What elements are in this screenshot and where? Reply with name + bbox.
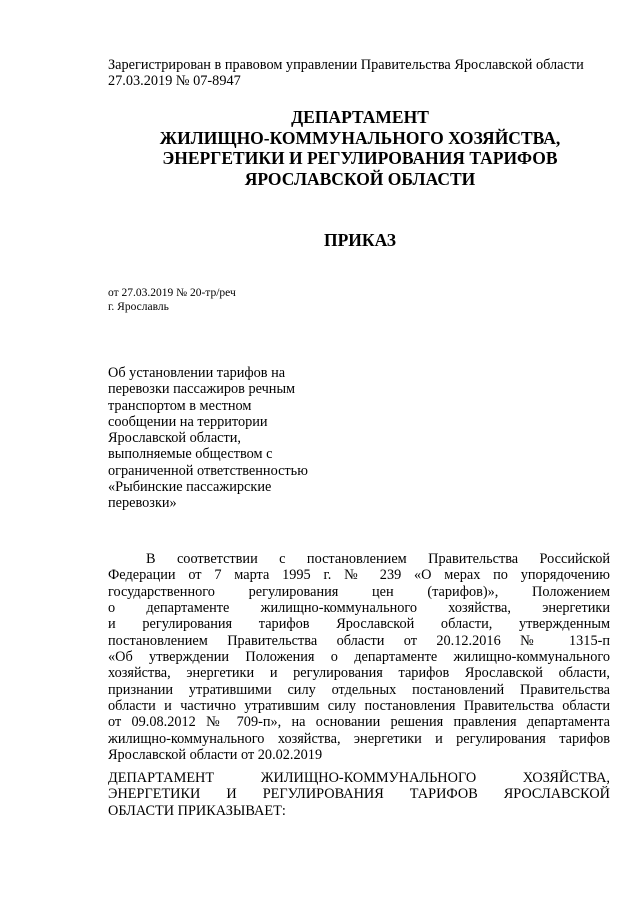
order-meta	[108, 286, 236, 314]
order-subject	[108, 365, 348, 512]
subject-line: Об установлении тарифов на	[108, 365, 286, 381]
body-line: Ярославской области от 20.02.2019	[108, 747, 323, 764]
registration-note	[108, 57, 618, 89]
resolution-statement	[108, 770, 610, 819]
registration-line: Зарегистрирован в правовом управлении Правительства Ярославской области	[108, 57, 584, 73]
header-line: ДЕПАРТАМЕНТ	[291, 107, 429, 127]
body-line: о департаменте жилищно-коммунального хозяйства, энергетики	[108, 600, 610, 617]
subject-line: транспортом в местном	[108, 397, 252, 414]
subject-line: «Рыбинские пассажирские	[108, 479, 272, 496]
body-line: «Об утверждении Положения о департаменте жилищно-коммунального	[108, 649, 610, 666]
subject-line: Ярославской области,	[108, 430, 241, 447]
subject-line: перевозки»	[108, 495, 177, 512]
resolve-line: ОБЛАСТИ ПРИКАЗЫВАЕТ:	[108, 802, 286, 819]
body-line: жилищно-коммунального хозяйства, энергетики и регулирования тарифов	[108, 730, 610, 747]
registration-number: 27.03.2019 № 07-8947	[108, 73, 241, 89]
body-line: и регулирования тарифов Ярославской области, утвержденным	[108, 616, 610, 633]
body-line: Федерации от 7 марта 1995 г. № 239 «О мерах по упорядочению	[108, 567, 610, 584]
order-date-number: от 27.03.2019 № 20-тр/реч	[108, 287, 236, 299]
body-line: от 09.08.2012 № 709-п», на основании решения правления департамента	[108, 714, 610, 731]
resolve-line: ЭНЕРГЕТИКИ И РЕГУЛИРОВАНИЯ ТАРИФОВ ЯРОСЛАВСКОЙ	[108, 786, 610, 803]
subject-line: ограниченной ответственностью	[108, 462, 308, 479]
body-line: признании утратившими силу отдельных постановлений Правительства	[108, 681, 610, 698]
order-title: ПРИКАЗ	[323, 230, 397, 250]
body-line: В соответствии с постановлением Правительства Российской	[146, 551, 610, 567]
resolve-line: ДЕПАРТАМЕНТ ЖИЛИЩНО-КОММУНАЛЬНОГО ХОЗЯЙСТВА,	[108, 770, 610, 786]
body-line: постановлением Правительства области от 20.12.2016 № 1315-п	[108, 632, 610, 649]
header-line: ЭНЕРГЕТИКИ И РЕГУЛИРОВАНИЯ ТАРИФОВ	[162, 148, 558, 168]
order-city: г. Ярославль	[108, 301, 169, 313]
preamble-paragraph	[108, 551, 610, 763]
department-header	[100, 107, 620, 189]
body-line: хозяйства, энергетики и регулирования тарифов Ярославской области,	[108, 665, 610, 682]
header-line: ЖИЛИЩНО-КОММУНАЛЬНОГО ХОЗЯЙСТВА,	[159, 127, 561, 148]
body-line: государственного регулирования цен (тарифов)», Положением	[108, 583, 610, 600]
subject-line: сообщении на территории	[108, 413, 268, 430]
subject-line: выполняемые обществом с	[108, 446, 273, 463]
subject-line: перевозки пассажиров речным	[108, 381, 296, 398]
header-line: ЯРОСЛАВСКОЙ ОБЛАСТИ	[244, 168, 476, 189]
body-line: области и частично утратившим силу постановления Правительства области	[108, 698, 610, 715]
